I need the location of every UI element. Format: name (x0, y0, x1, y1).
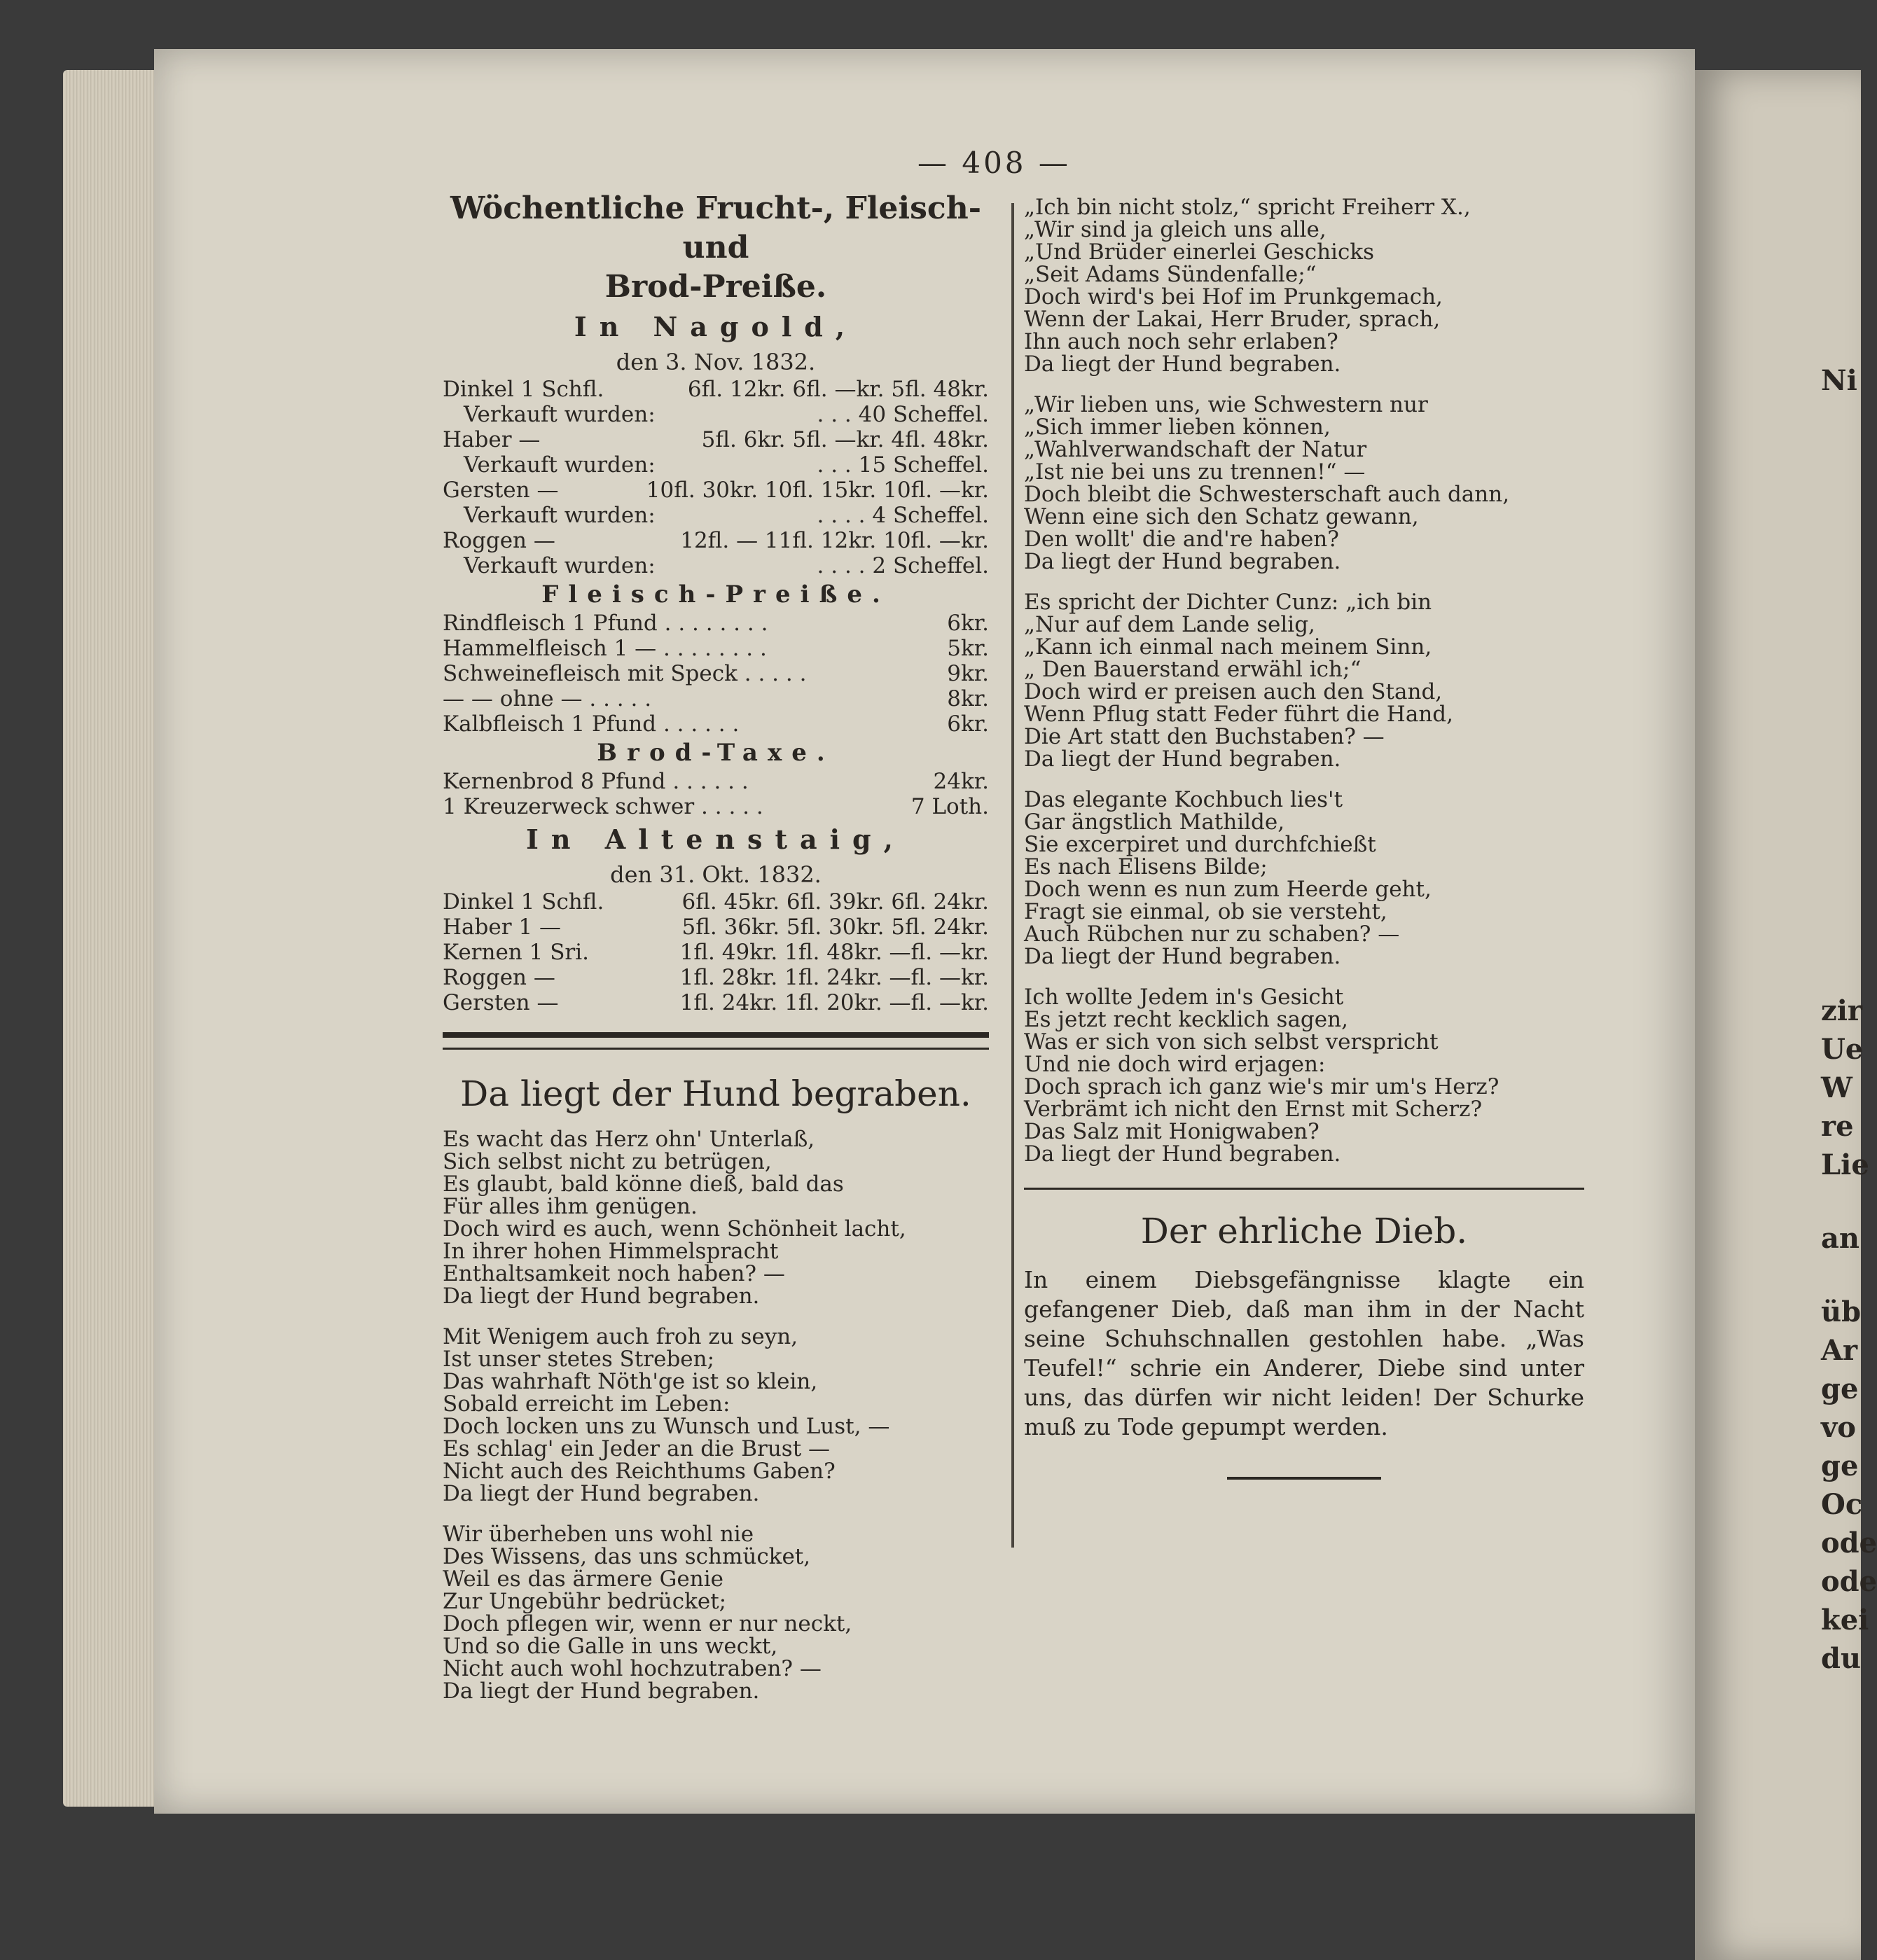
verse-line: Ihn auch noch sehr erlaben? (1024, 329, 1338, 354)
verse-line: Für alles ihm genügen. (443, 1194, 698, 1219)
row-label: Kernenbrod 8 Pfund . . . . . . (443, 769, 749, 794)
verse-line: Wenn eine sich den Schatz gewann, (1024, 504, 1419, 529)
row-label: Roggen — (443, 528, 555, 553)
table-row (443, 794, 989, 819)
row-label: Haber — (443, 427, 541, 452)
verse-line: Sobald erreicht im Leben: (443, 1391, 730, 1417)
row-label: Gersten — (443, 478, 559, 503)
row-label: Verkauft wurden: (464, 402, 656, 427)
verse-line: Sie excerpiret und durchfchießt (1024, 832, 1376, 857)
verse-line: „Wahlverwandschaft der Natur (1024, 437, 1367, 462)
poem-stanza (1024, 591, 1584, 770)
verse-line: Das Salz mit Honigwaben? (1024, 1119, 1320, 1144)
fragment-text: zir (1821, 994, 1862, 1027)
verse-line: Ist unser stetes Streben; (443, 1347, 715, 1372)
verse-line: „Wir sind ja gleich uns alle, (1024, 217, 1327, 242)
row-value: . . . . 2 Scheffel. (817, 553, 989, 578)
verse-line: Es glaubt, bald könne dieß, bald das (443, 1172, 844, 1197)
row-value: 5fl. 6kr. 5fl. —kr. 4fl. 48kr. (701, 427, 989, 452)
table-row (443, 711, 989, 737)
row-value: 5kr. (947, 636, 989, 661)
row-label: Rindfleisch 1 Pfund . . . . . . . . (443, 611, 768, 636)
fragment-text: du (1821, 1642, 1862, 1675)
meat-price-table (443, 611, 989, 737)
fragment-text: Oc (1821, 1488, 1863, 1521)
table-row (443, 402, 989, 427)
table-row (443, 553, 989, 578)
row-label: Kernen 1 Sri. (443, 940, 590, 965)
verse-line: Da liegt der Hund begraben. (443, 1678, 760, 1704)
verse-line: Da liegt der Hund begraben. (1024, 746, 1341, 772)
verse-line: Wenn der Lakai, Herr Bruder, sprach, (1024, 307, 1441, 332)
fragment-text: üb (1821, 1295, 1862, 1328)
verse-line: Da liegt der Hund begraben. (1024, 352, 1341, 377)
verse-line: „Ich bin nicht stolz,“ spricht Freiherr X., (1024, 195, 1471, 220)
verse-line: Ich wollte Jedem in's Gesicht (1024, 985, 1344, 1010)
fragment-text: Ar (1821, 1334, 1858, 1367)
left-column (443, 189, 989, 1721)
poem-stanza (443, 1326, 989, 1505)
fragment-text: W (1821, 1071, 1852, 1104)
verse-line: Fragt sie einmal, ob sie versteht, (1024, 899, 1387, 924)
fragment-text: ge (1821, 1372, 1859, 1405)
verse-line: „Und Brüder einerlei Geschicks (1024, 239, 1375, 265)
row-value: 7 Loth. (910, 794, 989, 819)
verse-line: Da liegt der Hund begraben. (443, 1284, 760, 1309)
row-label: Gersten — (443, 990, 559, 1015)
fragment-text: kei (1821, 1604, 1869, 1636)
verse-line: In ihrer hohen Himmelspracht (443, 1239, 779, 1264)
table-row (443, 636, 989, 661)
verse-line: Zur Ungebühr bedrücket; (443, 1589, 727, 1614)
anecdote-title: Der ehrliche Dieb. (1140, 1211, 1468, 1251)
verse-line: Gar ängstlich Mathilde, (1024, 809, 1285, 835)
verse-line: Doch bleibt die Schwesterschaft auch dann, (1024, 482, 1510, 507)
price-heading-line1: Wöchentliche Frucht-, Fleisch- und (450, 190, 981, 265)
fragment-text: Lie (1821, 1148, 1869, 1181)
right-column (1024, 196, 1584, 1480)
row-value: 1fl. 49kr. 1fl. 48kr. —fl. —kr. (679, 940, 989, 965)
verse-line: Wir überheben uns wohl nie (443, 1522, 754, 1547)
row-value: 6fl. 12kr. 6fl. —kr. 5fl. 48kr. (687, 377, 989, 402)
table-row (443, 769, 989, 794)
date-altensteig: den 31. Okt. 1832. (610, 861, 822, 888)
verse-line: Es schlag' ein Jeder an die Brust — (443, 1436, 831, 1461)
verse-line: Auch Rübchen nur zu schaben? — (1024, 922, 1400, 947)
row-label: Verkauft wurden: (464, 452, 656, 478)
verse-line: Da liegt der Hund begraben. (1024, 549, 1341, 574)
table-row (443, 686, 989, 711)
verse-line: Das elegante Kochbuch lies't (1024, 787, 1343, 812)
row-value: 1fl. 28kr. 1fl. 24kr. —fl. —kr. (679, 965, 989, 990)
verse-line: Doch sprach ich ganz wie's mir um's Herz? (1024, 1074, 1499, 1099)
verse-line: Die Art statt den Buchstaben? — (1024, 724, 1385, 749)
row-value: . . . 40 Scheffel. (817, 402, 989, 427)
poem-stanza (443, 1523, 989, 1702)
table-row (443, 452, 989, 478)
table-row (443, 427, 989, 452)
fragment-text: ode (1821, 1527, 1877, 1559)
row-value: . . . . 4 Scheffel. (817, 503, 989, 528)
verse-line: Wenn Pflug statt Feder führt die Hand, (1024, 702, 1453, 727)
meat-price-heading: Fleisch-Preiße. (541, 581, 890, 609)
verse-line: Da liegt der Hund begraben. (1024, 944, 1341, 969)
verse-line: Es spricht der Dichter Cunz: „ich bin (1024, 590, 1432, 615)
poem-stanza (443, 1128, 989, 1307)
row-value: 10fl. 30kr. 10fl. 15kr. 10fl. —kr. (646, 478, 989, 503)
row-label: Kalbfleisch 1 Pfund . . . . . . (443, 711, 740, 737)
row-value: . . . 15 Scheffel. (817, 452, 989, 478)
verse-line: Und nie doch wird erjagen: (1024, 1052, 1326, 1077)
section-divider (1024, 1188, 1584, 1190)
verse-line: Verbrämt ich nicht den Ernst mit Scherz? (1024, 1097, 1483, 1122)
verse-line: Da liegt der Hund begraben. (1024, 1141, 1341, 1167)
row-label: 1 Kreuzerweck schwer . . . . . (443, 794, 763, 819)
fragment-text: Ni (1821, 364, 1857, 397)
verse-line: Enthaltsamkeit noch haben? — (443, 1261, 785, 1286)
poem-stanza (1024, 196, 1584, 375)
row-label: Dinkel 1 Schfl. (443, 889, 604, 915)
row-value: 6kr. (947, 611, 989, 636)
altensteig-grain-table (443, 889, 989, 1015)
page-edges (63, 70, 161, 1807)
date-nagold: den 3. Nov. 1832. (616, 349, 816, 375)
table-row (443, 528, 989, 553)
verse-line: Doch pflegen wir, wenn er nur neckt, (443, 1611, 852, 1636)
bread-tax-table (443, 769, 989, 819)
verse-line: Des Wissens, das uns schmücket, (443, 1544, 811, 1569)
verse-line: Das wahrhaft Nöth'ge ist so klein, (443, 1369, 818, 1394)
verse-line: Doch wird's bei Hof im Prunkgemach, (1024, 284, 1443, 310)
poem-stanza (1024, 394, 1584, 573)
row-label: — — ohne — . . . . . (443, 686, 652, 711)
verse-line: „Wir lieben uns, wie Schwestern nur (1024, 392, 1428, 417)
row-value: 9kr. (947, 661, 989, 686)
verse-line: „Nur auf dem Lande selig, (1024, 612, 1315, 637)
verse-line: „ Den Bauerstand erwähl ich;“ (1024, 657, 1362, 682)
nagold-grain-table (443, 377, 989, 578)
verse-line: Was er sich von sich selbst verspricht (1024, 1029, 1439, 1055)
poem-title: Da liegt der Hund begraben. (460, 1073, 971, 1114)
row-label: Roggen — (443, 965, 555, 990)
table-row (443, 377, 989, 402)
verse-line: „Seit Adams Sündenfalle;“ (1024, 262, 1317, 287)
poem-stanza (1024, 986, 1584, 1165)
verse-line: Es jetzt recht kecklich sagen, (1024, 1007, 1348, 1032)
fragment-text: re (1821, 1110, 1854, 1143)
table-row (443, 889, 989, 915)
row-value: 24kr. (933, 769, 989, 794)
verse-line: Und so die Galle in uns weckt, (443, 1634, 778, 1659)
row-label: Haber 1 — (443, 915, 561, 940)
table-row (443, 611, 989, 636)
row-label: Verkauft wurden: (464, 553, 656, 578)
verse-line: Nicht auch wohl hochzutraben? — (443, 1656, 822, 1681)
verse-line: Es nach Elisens Bilde; (1024, 854, 1268, 880)
anecdote-text: In einem Diebsgefängnisse klagte ein gefangener Dieb, daß man ihm in der Nacht seine Schuhschnallen gestohlen habe. „Was Teufel!“ schrie ein Anderer, Diebe sind unter uns, das dürfen wir nicht leiden! Der Schurke muß zu Tode gepumpt werden. (1024, 1266, 1584, 1440)
verse-line: „Sich immer lieben können, (1024, 415, 1331, 440)
page-number: — 408 — (917, 146, 1071, 180)
table-row (443, 915, 989, 940)
row-value: 12fl. — 11fl. 12kr. 10fl. —kr. (680, 528, 989, 553)
row-label: Hammelfleisch 1 — . . . . . . . . (443, 636, 767, 661)
section-divider (443, 1032, 989, 1050)
verse-line: Doch wird er preisen auch den Stand, (1024, 679, 1443, 704)
fragment-text: an (1821, 1222, 1859, 1255)
row-label: Verkauft wurden: (464, 503, 656, 528)
verse-line: „Ist nie bei uns zu trennen!“ — (1024, 459, 1366, 485)
row-value: 6kr. (947, 711, 989, 737)
row-value: 8kr. (947, 686, 989, 711)
place-nagold: In Nagold, (574, 311, 858, 342)
row-value: 6fl. 45kr. 6fl. 39kr. 6fl. 24kr. (681, 889, 989, 915)
row-value: 5fl. 36kr. 5fl. 30kr. 5fl. 24kr. (681, 915, 989, 940)
poem-stanza (1024, 788, 1584, 968)
fragment-text: vo (1821, 1411, 1856, 1444)
verse-line: Mit Wenigem auch froh zu seyn, (443, 1324, 798, 1349)
verse-line: Nicht auch des Reichthums Gaben? (443, 1459, 836, 1484)
row-label: Schweinefleisch mit Speck . . . . . (443, 661, 807, 686)
verse-line: Da liegt der Hund begraben. (443, 1481, 760, 1506)
table-row (443, 940, 989, 965)
verse-line: Weil es das ärmere Genie (443, 1566, 723, 1592)
verse-line: Doch wird es auch, wenn Schönheit lacht, (443, 1216, 906, 1242)
verse-line: „Kann ich einmal nach meinem Sinn, (1024, 634, 1432, 660)
table-row (443, 503, 989, 528)
verse-line: Doch locken uns zu Wunsch und Lust, — (443, 1414, 890, 1439)
bread-tax-heading: Brod-Taxe. (597, 739, 835, 767)
verse-line: Den wollt' die and're haben? (1024, 527, 1339, 552)
fragment-text: ge (1821, 1450, 1859, 1482)
fragment-text: Ue (1821, 1033, 1864, 1066)
verse-line: Sich selbst nicht zu betrügen, (443, 1149, 772, 1174)
table-row (443, 990, 989, 1015)
row-label: Dinkel 1 Schfl. (443, 377, 604, 402)
verse-line: Doch wenn es nun zum Heerde geht, (1024, 877, 1432, 902)
row-value: 1fl. 24kr. 1fl. 20kr. —fl. —kr. (679, 990, 989, 1015)
table-row (443, 661, 989, 686)
end-rule (1227, 1477, 1381, 1480)
verse-line: Es wacht das Herz ohn' Unterlaß, (443, 1127, 815, 1152)
fragment-text: ode (1821, 1565, 1877, 1598)
column-divider (1011, 203, 1014, 1548)
facing-page-fragment (1695, 70, 1877, 1960)
table-row (443, 965, 989, 990)
place-altensteig: In Altenstaig, (526, 823, 906, 855)
price-heading-line2: Brod-Preiße. (604, 269, 827, 305)
table-row (443, 478, 989, 503)
